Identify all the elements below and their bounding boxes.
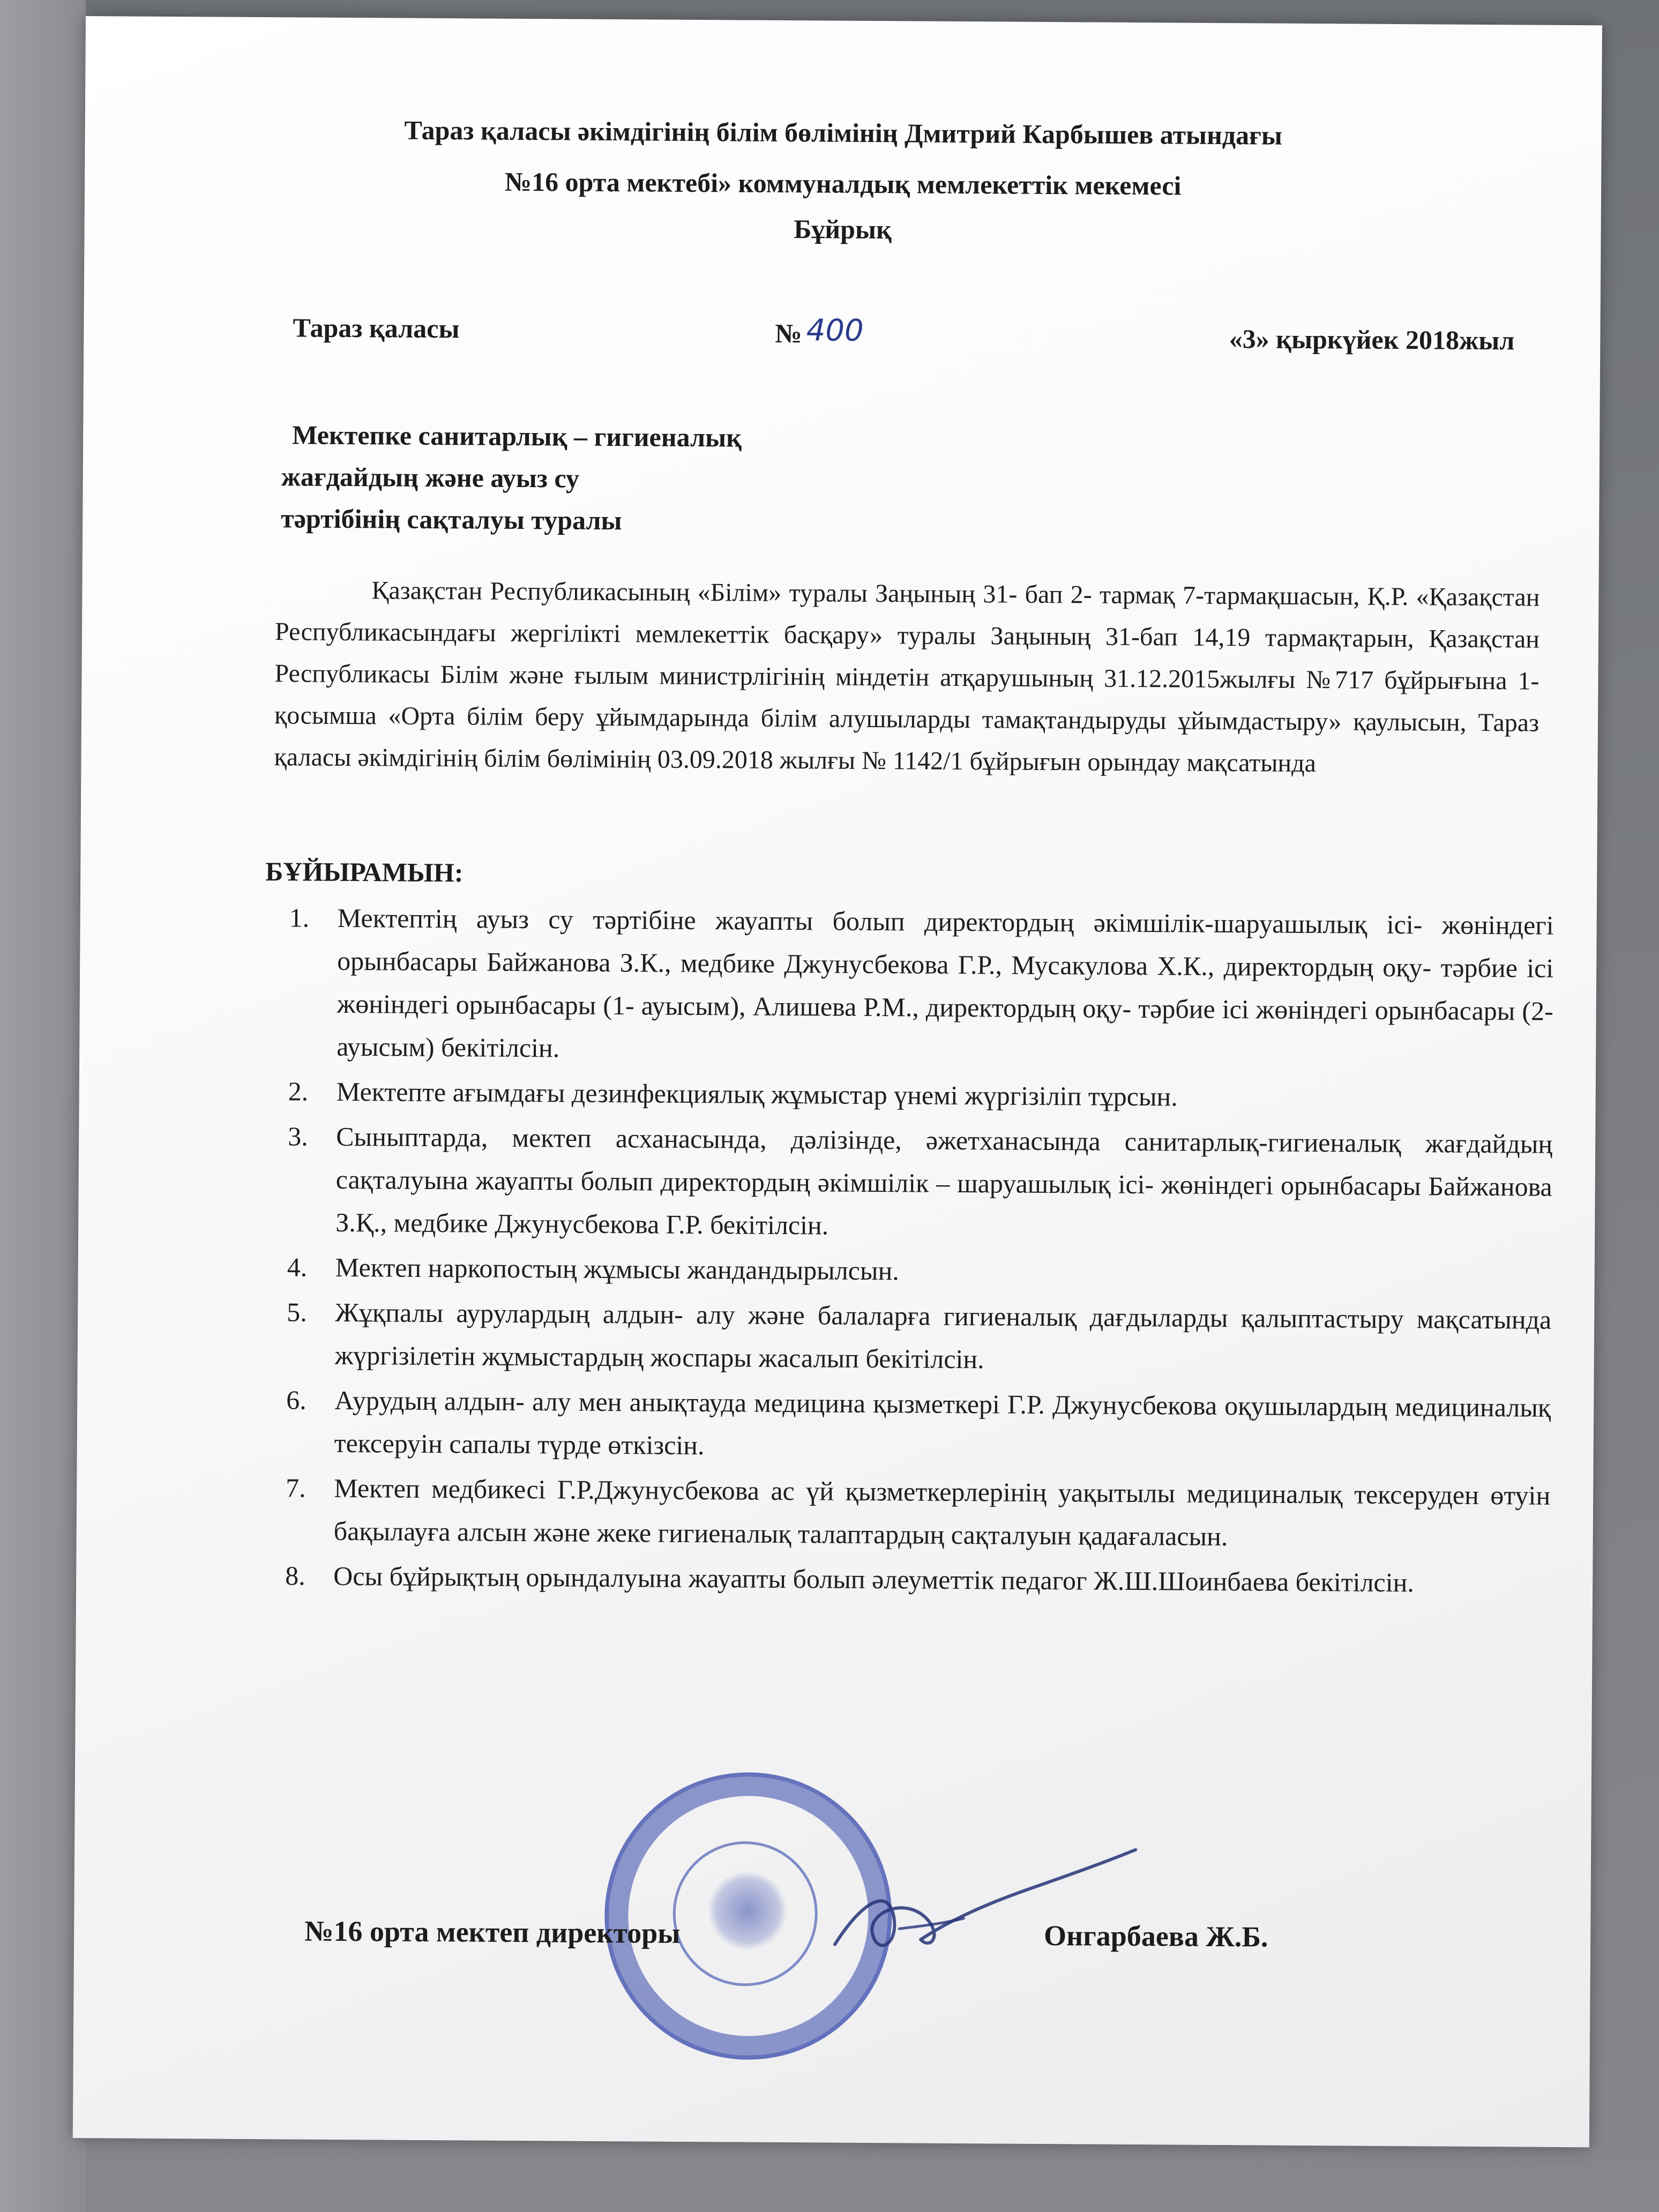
item-number: 1. <box>289 902 310 933</box>
item-text: Мектеп наркопостың жұмысы жандандырылсын. <box>335 1252 900 1286</box>
item-text: Мектептің ауыз су тәртібіне жауапты болып директордың әкімшілік-шаруашылық ісі- жөніндегі орынбасары Байжанова З.К., медбике Джунусбекова Г.Р., Мусакулова Х.К., директордың оқу- тәрбие ісі жөніндегі орынбасары (1- ауысым), Алишева Р.М., директордың оқу- тәрбие ісі жөніндегі орынбасары (2- ауысым) бекітілсін. <box>337 902 1554 1063</box>
item-number: 6. <box>286 1385 307 1415</box>
subject-line-3: тәртібінің сақталуы туралы <box>281 503 622 536</box>
item-number: 8. <box>285 1560 305 1591</box>
desk-surface <box>0 0 86 2212</box>
number-sign: № <box>775 318 802 349</box>
item-text: Осы бұйрықтың орындалуына жауапты болып әлеуметтік педагог Ж.Ш.Шоинбаева бекітілсін. <box>333 1560 1415 1598</box>
signer-name: Онгарбаева Ж.Б. <box>1043 1919 1268 1953</box>
item-text: Аурудың алдын- алу мен анықтауда медицина қызметкері Г.Р. Джунусбекова оқушылардың медициналық тексеруін сапалы түрде өткізсін. <box>334 1385 1551 1461</box>
document-meta <box>293 307 1515 362</box>
org-name-line-2: №16 орта мектебі» коммуналдық мемлекеттік мекемесі <box>504 166 1182 201</box>
document-page <box>73 16 1602 2147</box>
handwritten-number: 400 <box>806 313 864 348</box>
item-number: 2. <box>288 1076 309 1107</box>
list-item <box>253 1466 1550 1560</box>
document-city: Тараз қаласы <box>293 312 460 344</box>
document-type: Бұйрық <box>794 214 892 245</box>
item-number: 5. <box>287 1297 307 1327</box>
order-items-list <box>253 896 1554 1607</box>
document-subject <box>281 414 742 542</box>
subject-line-2: жағдайдың және ауыз су <box>281 461 580 494</box>
list-item <box>256 896 1554 1075</box>
org-name-line-1: Тараз қаласы әкімдігінің білім бөлімінің Дмитрий Карбышев атындағы <box>404 115 1283 151</box>
subject-line-1: Мектепке санитарлық – гигиеналық <box>292 420 742 453</box>
order-heading: БҰЙЫРАМЫН: <box>265 856 464 888</box>
document-date: «3» қыркүйек 2018жыл <box>1229 324 1515 356</box>
list-item <box>255 1115 1552 1251</box>
signer-title: №16 орта мектеп директоры <box>304 1915 681 1949</box>
list-item <box>255 1245 1552 1296</box>
list-item <box>253 1554 1550 1605</box>
handwritten-signature <box>813 1837 1147 1978</box>
item-number: 7. <box>286 1473 306 1503</box>
item-text: Мектеп медбикесі Г.Р.Джунусбекова ас үй қызметкерлерінің уақытылы медициналық тексеруден өтуін бақылауға алсын және жеке гигиеналық талаптардың сақталуын қадағаласын. <box>333 1473 1551 1552</box>
list-item <box>255 1290 1552 1384</box>
list-item <box>256 1070 1553 1120</box>
preamble-paragraph: Қазақстан Республикасының «Білім» туралы Заңының 31- бап 2- тармақ 7-тармақшасын, Қ.Р. «Қазақстан Республикасындағы жергілікті мемлекеттік басқару» туралы Заңының 31-бап 14,19 тармақтарын, Қазақстан Республикасы Білім және ғылым министрлігінің міндетін атқарушының 31.12.2015жылғы №717 бұйрығына 1-қосымша «Орта білім беру ұйымдарында білім алушыларды тамақтандыруды ұйымдастыру» қаулысын, Тараз қаласы әкімдігінің білім бөлімінің 03.09.2018 жылғы № 1142/1 бұйрығын орындау мақсатында <box>274 576 1540 778</box>
document-number <box>775 315 864 350</box>
item-text: Мектепте ағымдағы дезинфекциялық жұмыстар үнемі жүргізіліп тұрсын. <box>336 1076 1178 1112</box>
list-item <box>254 1378 1551 1472</box>
item-text: Сыныптарда, мектеп асханасында, дәлізінде, әжетханасында санитарлық-гигиеналық жағдайдың сақталуына жауапты болып директордың әкімшілік – шаруашылық ісі- жөніндегі орынбасары Байжанова З.Қ., медбике Джунусбекова Г.Р. бекітілсін. <box>335 1121 1553 1240</box>
item-number: 4. <box>287 1252 308 1282</box>
item-number: 3. <box>288 1121 308 1152</box>
item-text: Жұқпалы аурулардың алдын- алу және балаларға гигиеналық дағдыларды қалыптастыру мақсатында жүргізілетін жұмыстардың жоспары жасалып бекітілсін. <box>334 1297 1552 1374</box>
